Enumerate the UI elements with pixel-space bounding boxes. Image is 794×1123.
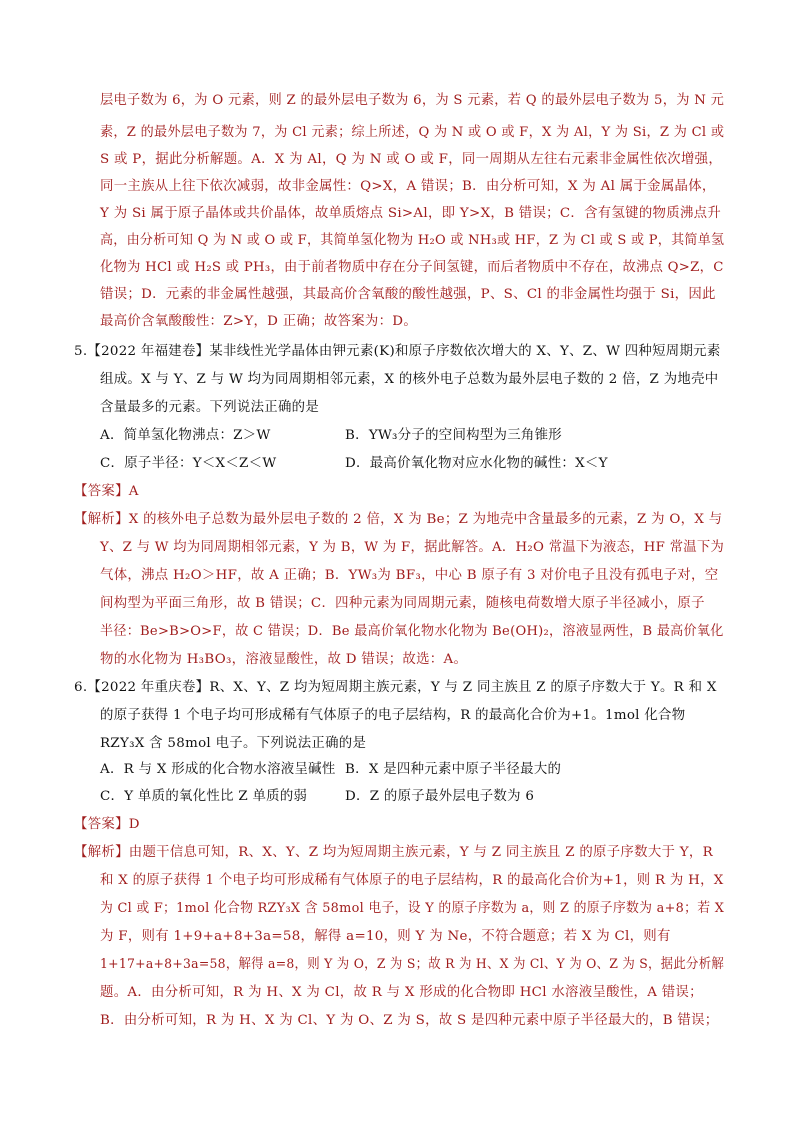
analysis-line: 【解析】X 的核外电子总数为最外层电子数的 2 倍，X 为 Be；Z 为地壳中含量最多的元素，Z 为 O，X 与 — [74, 512, 723, 527]
question-stem-line: 组成。X 与 Y、Z 与 W 均为同周期相邻元素，X 的核外电子总数为最外层电子数的 2 倍，Z 为地壳中 — [100, 372, 719, 387]
analysis-line: 间构型为平面三角形，故 B 错误；C．四种元素为同周期元素，随核电荷数增大原子半径减小，原子 — [100, 596, 705, 611]
answer-label: 【答案】D — [74, 817, 140, 832]
text-line: 同一主族从上往下依次减弱，故非金属性：Q>X，A 错误；B．由分析可知，X 为 Al 属于金属晶体， — [100, 179, 716, 194]
option-a: A．简单氢化物沸点：Z＞W — [100, 428, 271, 443]
question-stem-line: RZY₃X 含 58mol 电子。下列说法正确的是 — [100, 736, 367, 751]
analysis-line: 题。A．由分析可知，R 为 H、X 为 Cl，故 R 与 X 形成的化合物即 HCl 水溶液呈酸性，A 错误； — [100, 985, 703, 1000]
analysis-line: 和 X 的原子获得 1 个电子均可形成稀有气体原子的电子层结构，R 的最高化合价为+1，则 R 为 H，X — [100, 873, 724, 888]
option-d: D．Z 的原子最外层电子数为 6 — [345, 789, 535, 804]
question-stem-line: 5.【2022 年福建卷】某非线性光学晶体由钾元素(K)和原子序数依次增大的 X、Y、Z、W 四种短周期元素 — [74, 344, 721, 359]
text-line: 素，Z 的最外层电子数为 7，为 Cl 元素；综上所述，Q 为 N 或 O 或 F，X 为 Al，Y 为 Si，Z 为 Cl 或 — [100, 125, 725, 140]
analysis-line: 为 F，则有 1+9+a+8+3a=58，解得 a=10，则 Y 为 Ne，不符合题意；若 X 为 Cl，则有 — [100, 929, 671, 944]
analysis-line: 气体，沸点 H₂O＞HF，故 A 正确；B．YW₃为 BF₃，中心 B 原子有 3 对价电子且没有孤电子对，空 — [100, 568, 719, 583]
question-stem-line: 含量最多的元素。下列说法正确的是 — [100, 400, 320, 415]
analysis-line: Y、Z 与 W 均为同周期相邻元素，Y 为 B，W 为 F，据此解答。A．H₂O 常温下为液态，HF 常温下为 — [100, 540, 725, 555]
analysis-line: 1+17+a+8+3a=58，解得 a=8，则 Y 为 O，Z 为 S；故 R 为 H、X 为 Cl、Y 为 O、Z 为 S，据此分析解 — [100, 957, 725, 972]
analysis-line: 【解析】由题干信息可知，R、X、Y、Z 均为短周期主族元素，Y 与 Z 同主族且 Z 的原子序数大于 Y，R — [74, 845, 713, 860]
option-a: A．R 与 X 形成的化合物水溶液呈碱性 — [100, 762, 336, 777]
analysis-line: 半径：Be>B>O>F，故 C 错误；D．Be 最高价氧化物水化物为 Be(OH)₂，溶液显两性，B 最高价氧化 — [100, 624, 724, 639]
question-stem-line: 6.【2022 年重庆卷】R、X、Y、Z 均为短周期主族元素，Y 与 Z 同主族且 Z 的原子序数大于 Y。R 和 X — [74, 680, 717, 695]
text-line: 最高价含氧酸酸性：Z>Y，D 正确；故答案为：D。 — [100, 314, 418, 329]
text-line: S 或 P，据此分析解题。A．X 为 Al，Q 为 N 或 O 或 F，同一周期从左往右元素非金属性依次增强， — [100, 152, 723, 167]
text-line: 化物为 HCl 或 H₂S 或 PH₃，由于前者物质中存在分子间氢键，而后者物质中不存在，故沸点 Q>Z，C — [100, 260, 724, 275]
text-line: Y 为 Si 属于原子晶体或共价晶体，故单质熔点 Si>Al，即 Y>X，B 错误；C．含有氢键的物质沸点升 — [100, 206, 722, 221]
text-line: 错误；D．元素的非金属性越强，其最高价含氧酸的酸性越强，P、S、Cl 的非金属性均强于 Si，因此 — [100, 287, 716, 302]
answer-label: 【答案】A — [74, 484, 139, 499]
text-line: 层电子数为 6，为 O 元素，则 Z 的最外层电子数为 6，为 S 元素，若 Q 的最外层电子数为 5，为 N 元 — [100, 93, 725, 108]
text-line: 高，由分析可知 Q 为 N 或 O 或 F，其简单氢化物为 H₂O 或 NH₃或 HF，Z 为 Cl 或 S 或 P，其简单氢 — [100, 233, 725, 248]
analysis-line: B．由分析可知，R 为 H、X 为 Cl、Y 为 O、Z 为 S，故 S 是四种元素中原子半径最大的，B 错误； — [100, 1013, 719, 1028]
option-c: C．Y 单质的氧化性比 Z 单质的弱 — [100, 789, 308, 804]
analysis-line: 物的水化物为 H₃BO₃，溶液显酸性，故 D 错误；故选：A。 — [100, 652, 468, 667]
option-c: C．原子半径：Y＜X＜Z＜W — [100, 456, 277, 471]
question-stem-line: 的原子获得 1 个电子均可形成稀有气体原子的电子层结构，R 的最高化合价为+1。1mol 化合物 — [100, 708, 686, 723]
analysis-line: 为 Cl 或 F；1mol 化合物 RZY₃X 含 58mol 电子，设 Y 的原子序数为 a，则 Z 的原子序数为 a+8；若 X — [100, 901, 725, 916]
option-b: B．YW₃分子的空间构型为三角锥形 — [345, 428, 562, 443]
option-b: B．X 是四种元素中原子半径最大的 — [345, 762, 562, 777]
option-d: D．最高价氧化物对应水化物的碱性：X＜Y — [345, 456, 608, 471]
